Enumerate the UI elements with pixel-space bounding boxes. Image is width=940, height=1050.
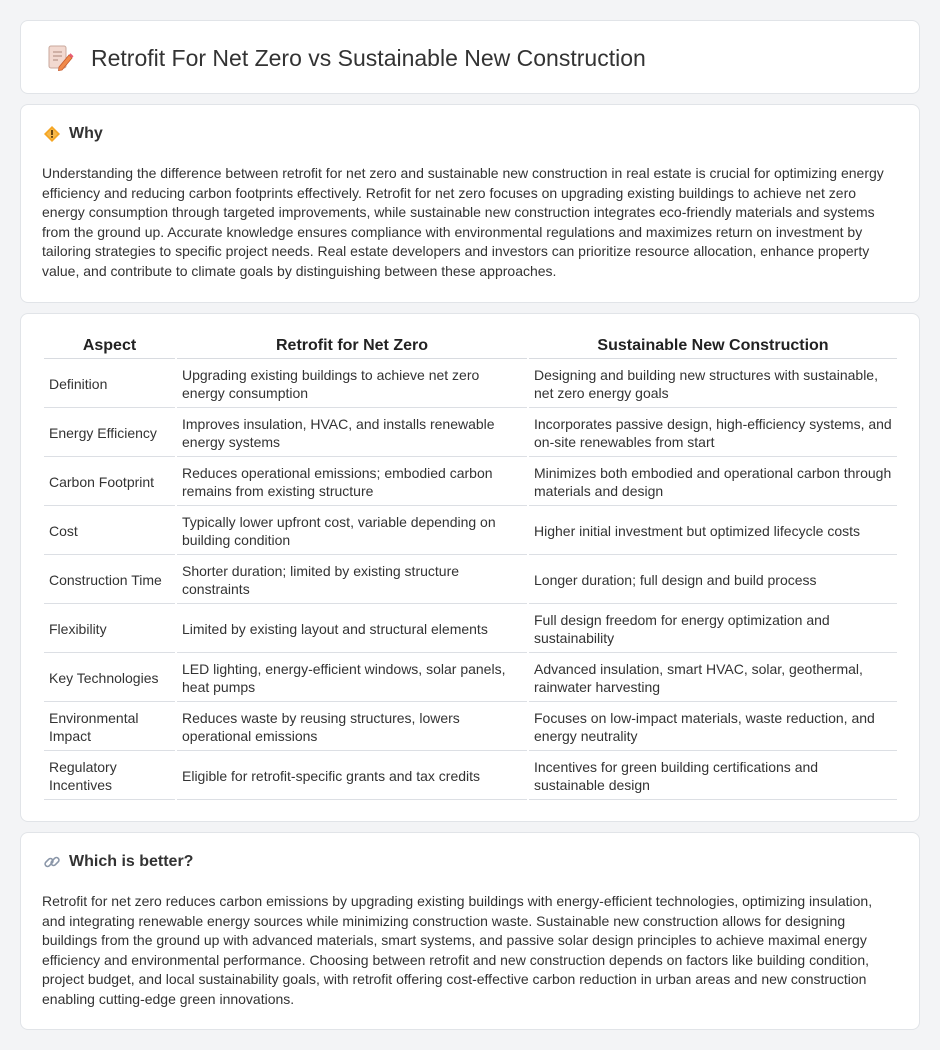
new-construction-cell: Minimizes both embodied and operational carbon through materials and design (529, 459, 897, 506)
retrofit-cell: Upgrading existing buildings to achieve net zero energy consumption (177, 361, 527, 408)
aspect-cell: Flexibility (44, 606, 175, 653)
aspect-cell: Carbon Footprint (44, 459, 175, 506)
new-construction-cell: Focuses on low-impact materials, waste reduction, and energy neutrality (529, 704, 897, 751)
table-row (44, 704, 897, 751)
which-is-better-section (20, 832, 920, 1030)
new-construction-cell: Incorporates passive design, high-efficiency systems, and on-site renewables from start (529, 410, 897, 457)
retrofit-cell: Shorter duration; limited by existing structure constraints (177, 557, 527, 604)
page-title: Retrofit For Net Zero vs Sustainable New Construction (91, 44, 646, 71)
comparison-table (42, 331, 899, 802)
table-row (44, 459, 897, 506)
which-is-better-text: Retrofit for net zero reduces carbon emissions by upgrading existing buildings with energy-efficient technologies, optimizing insulation, and integrating renewable energy sources while minimizing construction waste. Sustainable new construction allows for designing buildings from the ground up with advanced materials, smart systems, and passive solar design principles to achieve maximal energy efficiency and environmental performance. Choosing between retrofit and new construction depends on factors like building condition, project budget, and local sustainability goals, with retrofit offering cost-effective carbon reduction in urban areas and new construction enabling cutting-edge green innovations. (42, 893, 873, 1007)
table-row (44, 410, 897, 457)
table-row (44, 508, 897, 555)
header-new-construction: Sustainable New Construction (529, 333, 897, 359)
why-heading: Why (69, 125, 103, 142)
aspect-cell: Construction Time (44, 557, 175, 604)
aspect-cell: Key Technologies (44, 655, 175, 702)
retrofit-cell: Limited by existing layout and structural elements (177, 606, 527, 653)
table-row (44, 655, 897, 702)
which-is-better-heading: Which is better? (69, 853, 194, 870)
header-aspect: Aspect (44, 333, 175, 359)
table-header-row (44, 333, 897, 359)
why-text: Understanding the difference between retrofit for net zero and sustainable new construction in real estate is crucial for optimizing energy efficiency and reducing carbon footprints effectively. Retrofit for net zero focuses on upgrading existing buildings to achieve net zero energy consumption through targeted improvements, while sustainable new construction integrates eco-friendly materials and systems from the ground up. Accurate knowledge ensures compliance with environmental regulations and maximizes return on investment by tailoring strategies to specific project needs. Real estate developers and investors can prioritize resource allocation, enhance property value, and contribute to climate goals by distinguishing between these approaches. (42, 165, 884, 279)
retrofit-cell: Reduces operational emissions; embodied carbon remains from existing structure (177, 459, 527, 506)
retrofit-cell: Eligible for retrofit-specific grants and tax credits (177, 753, 527, 800)
new-construction-cell: Longer duration; full design and build process (529, 557, 897, 604)
aspect-cell: Definition (44, 361, 175, 408)
new-construction-cell: Advanced insulation, smart HVAC, solar, geothermal, rainwater harvesting (529, 655, 897, 702)
table-row (44, 557, 897, 604)
aspect-cell: Energy Efficiency (44, 410, 175, 457)
document-pencil-icon (45, 43, 75, 73)
table-row (44, 361, 897, 408)
table-row (44, 753, 897, 800)
retrofit-cell: Reduces waste by reusing structures, lowers operational emissions (177, 704, 527, 751)
new-construction-cell: Full design freedom for energy optimization and sustainability (529, 606, 897, 653)
link-icon (43, 853, 61, 871)
table-row (44, 606, 897, 653)
warning-diamond-icon (43, 125, 61, 143)
aspect-cell: Regulatory Incentives (44, 753, 175, 800)
header-retrofit: Retrofit for Net Zero (177, 333, 527, 359)
new-construction-cell: Incentives for green building certifications and sustainable design (529, 753, 897, 800)
new-construction-cell: Higher initial investment but optimized lifecycle costs (529, 508, 897, 555)
retrofit-cell: LED lighting, energy-efficient windows, solar panels, heat pumps (177, 655, 527, 702)
new-construction-cell: Designing and building new structures with sustainable, net zero energy goals (529, 361, 897, 408)
title-card (20, 20, 920, 94)
retrofit-cell: Improves insulation, HVAC, and installs renewable energy systems (177, 410, 527, 457)
why-section (20, 104, 920, 303)
comparison-table-card (20, 313, 920, 822)
aspect-cell: Cost (44, 508, 175, 555)
aspect-cell: Environmental Impact (44, 704, 175, 751)
retrofit-cell: Typically lower upfront cost, variable depending on building condition (177, 508, 527, 555)
